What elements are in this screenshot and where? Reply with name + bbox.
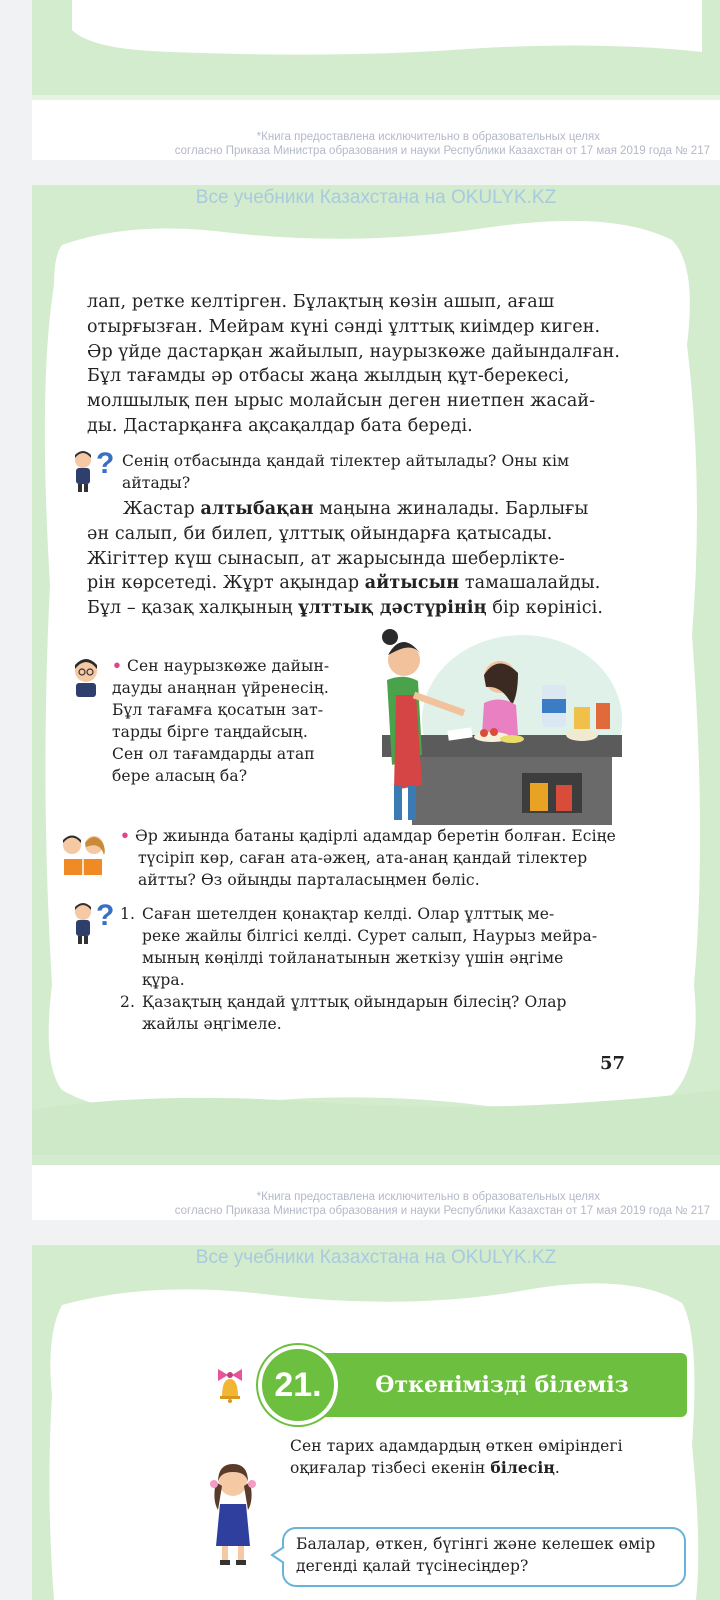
bold-term: алтыбақан	[200, 499, 314, 519]
text-line: дегенді қалай түсінесіңдер?	[296, 1557, 529, 1575]
text-segment: бір көрінісі.	[486, 598, 604, 619]
page-57	[32, 185, 720, 1220]
text-line	[112, 655, 344, 677]
text-line: Балалар, өткен, бүгінгі және келешек өмір	[296, 1535, 656, 1553]
text-line: реке жайлы білгісі келді. Сурет салып, Наурыз мейра-	[142, 927, 598, 945]
text-line: Сенің отбасында қандай тілектер айтылады? Оны кім	[122, 452, 570, 470]
text-line	[120, 825, 625, 847]
footer-note	[32, 130, 720, 158]
task-cooking	[112, 655, 344, 787]
text-line	[87, 571, 625, 596]
question-mark-icon: ?	[96, 447, 115, 480]
bold-term: айтысын	[364, 573, 460, 594]
paragraph-2	[87, 497, 625, 621]
footer-line-1: *Книга предоставлена исключительно в образовательных целях	[256, 1191, 600, 1203]
boy-thinking-icon	[70, 902, 98, 944]
task-item	[120, 903, 625, 991]
text-segment: Жастар	[123, 499, 201, 519]
task-text	[142, 991, 625, 1035]
boy-thinking-icon	[70, 450, 98, 492]
text-line: түсіріп көр, саған ата-әжең, ата-анаң қандай тілектер	[138, 849, 588, 867]
site-watermark: Все учебники Казахстана на OKULYK.KZ	[195, 187, 557, 208]
text-line: мының көңілді тойланатынын жеткізу үшін әңгіме	[142, 949, 564, 967]
boy-reading-icon	[68, 657, 104, 697]
text-line: құра.	[142, 971, 185, 989]
task-number: 2.	[120, 993, 135, 1011]
footer-line-2: согласно Приказа Министра образования и науки Республики Казахстан от 17 мая 2019 года № 217	[174, 1205, 710, 1217]
question-1	[122, 450, 627, 494]
task-item	[120, 991, 625, 1035]
text-segment: .	[554, 1459, 560, 1477]
text-line: Жігіттер күш сынасып, ат жарысында шеберлікте-	[87, 548, 565, 569]
text-line: Саған шетелден қонақтар келді. Олар ұлттық ме-	[142, 905, 555, 923]
girl-student-icon	[208, 1460, 258, 1570]
question-mark-icon: ?	[96, 899, 115, 932]
text-line: ды. Дастарқанға ақсақалдар бата береді.	[87, 415, 473, 436]
text-line	[87, 596, 625, 621]
bell-icon	[212, 1363, 248, 1403]
cooking-illustration	[352, 625, 622, 825]
text-line: тарды бірге таңдайсың.	[112, 723, 308, 741]
bold-term: ұлттық дәстүрінің	[298, 598, 487, 619]
text-line: отырғызған. Мейрам күні сәнді ұлттық киімдер киген.	[87, 316, 601, 337]
text-line: Бұл тағамға қосатын зат-	[112, 701, 324, 719]
page-previous-bottom	[32, 0, 720, 160]
text-line: Әр үйде дастарқан жайылып, наурызкөже дайындалған.	[87, 341, 621, 362]
text-line: жайлы әңгімеле.	[142, 1015, 282, 1033]
text-segment: маңына жиналады. Барлығы	[313, 499, 589, 519]
numbered-tasks	[120, 903, 625, 1035]
lesson-intro	[290, 1435, 690, 1479]
text-line: ән салып, би билеп, ұлттық ойындарға қатысады.	[87, 523, 553, 544]
intro-paragraph	[87, 290, 625, 439]
text-line: Қазақтың қандай ұлттық ойындарын білесің? Олар	[142, 993, 567, 1011]
text-line	[290, 1457, 690, 1479]
lesson-number: 21.	[258, 1345, 338, 1425]
lesson-title: Өткенімізді білеміз	[317, 1353, 687, 1417]
bullet-icon: •	[112, 656, 123, 675]
text-segment: Әр жиында батаны қадірлі адамдар беретін болған. Есіңе	[135, 827, 616, 845]
text-segment: Сен наурызкөже дайын-	[127, 657, 330, 675]
text-segment: Бұл – қазақ халқының	[87, 598, 299, 619]
text-segment: тамашалайды.	[459, 573, 601, 594]
text-segment: оқиғалар тізбесі екенін	[290, 1459, 491, 1477]
footer-line-1: *Книга предоставлена исключительно в образовательных целях	[256, 131, 600, 143]
text-segment: рін көрсетеді. Жұрт ақындар	[87, 573, 365, 594]
bubble-tail	[270, 1545, 286, 1565]
bullet-icon: •	[120, 826, 131, 845]
text-line	[87, 497, 625, 522]
footer-line-2: согласно Приказа Министра образования и науки Республики Казахстан от 17 мая 2019 года № 217	[174, 145, 710, 157]
pair-work-icon	[54, 833, 112, 877]
page-58	[32, 1245, 720, 1600]
task-text	[142, 903, 625, 991]
text-line: молшылық пен ырыс молайсын деген ниетпен жасай-	[87, 391, 596, 412]
footer-note	[32, 1190, 720, 1218]
text-line: айтады?	[122, 474, 191, 492]
text-line: дауды анаңнан үйренесің.	[112, 679, 329, 697]
bubble-text	[296, 1533, 676, 1577]
speech-bubble	[282, 1527, 686, 1587]
text-line: лап, ретке келтірген. Бұлақтың көзін ашып, ағаш	[87, 292, 555, 312]
text-line: Сен тарих адамдардың өткен өміріндегі	[290, 1437, 623, 1455]
bold-term: білесің	[490, 1458, 555, 1477]
text-line: Бұл тағамды әр отбасы жаңа жылдың құт-берекесі,	[87, 366, 570, 387]
task-pair	[120, 825, 625, 891]
task-number: 1.	[120, 905, 135, 923]
text-line: Сен ол тағамдарды атап	[112, 745, 315, 763]
site-watermark: Все учебники Казахстана на OKULYK.KZ	[195, 1247, 557, 1268]
text-line: айтты? Өз ойыңды парталасыңмен бөліс.	[138, 871, 480, 889]
text-line: бере аласың ба?	[112, 767, 248, 785]
page-number: 57	[600, 1053, 626, 1074]
